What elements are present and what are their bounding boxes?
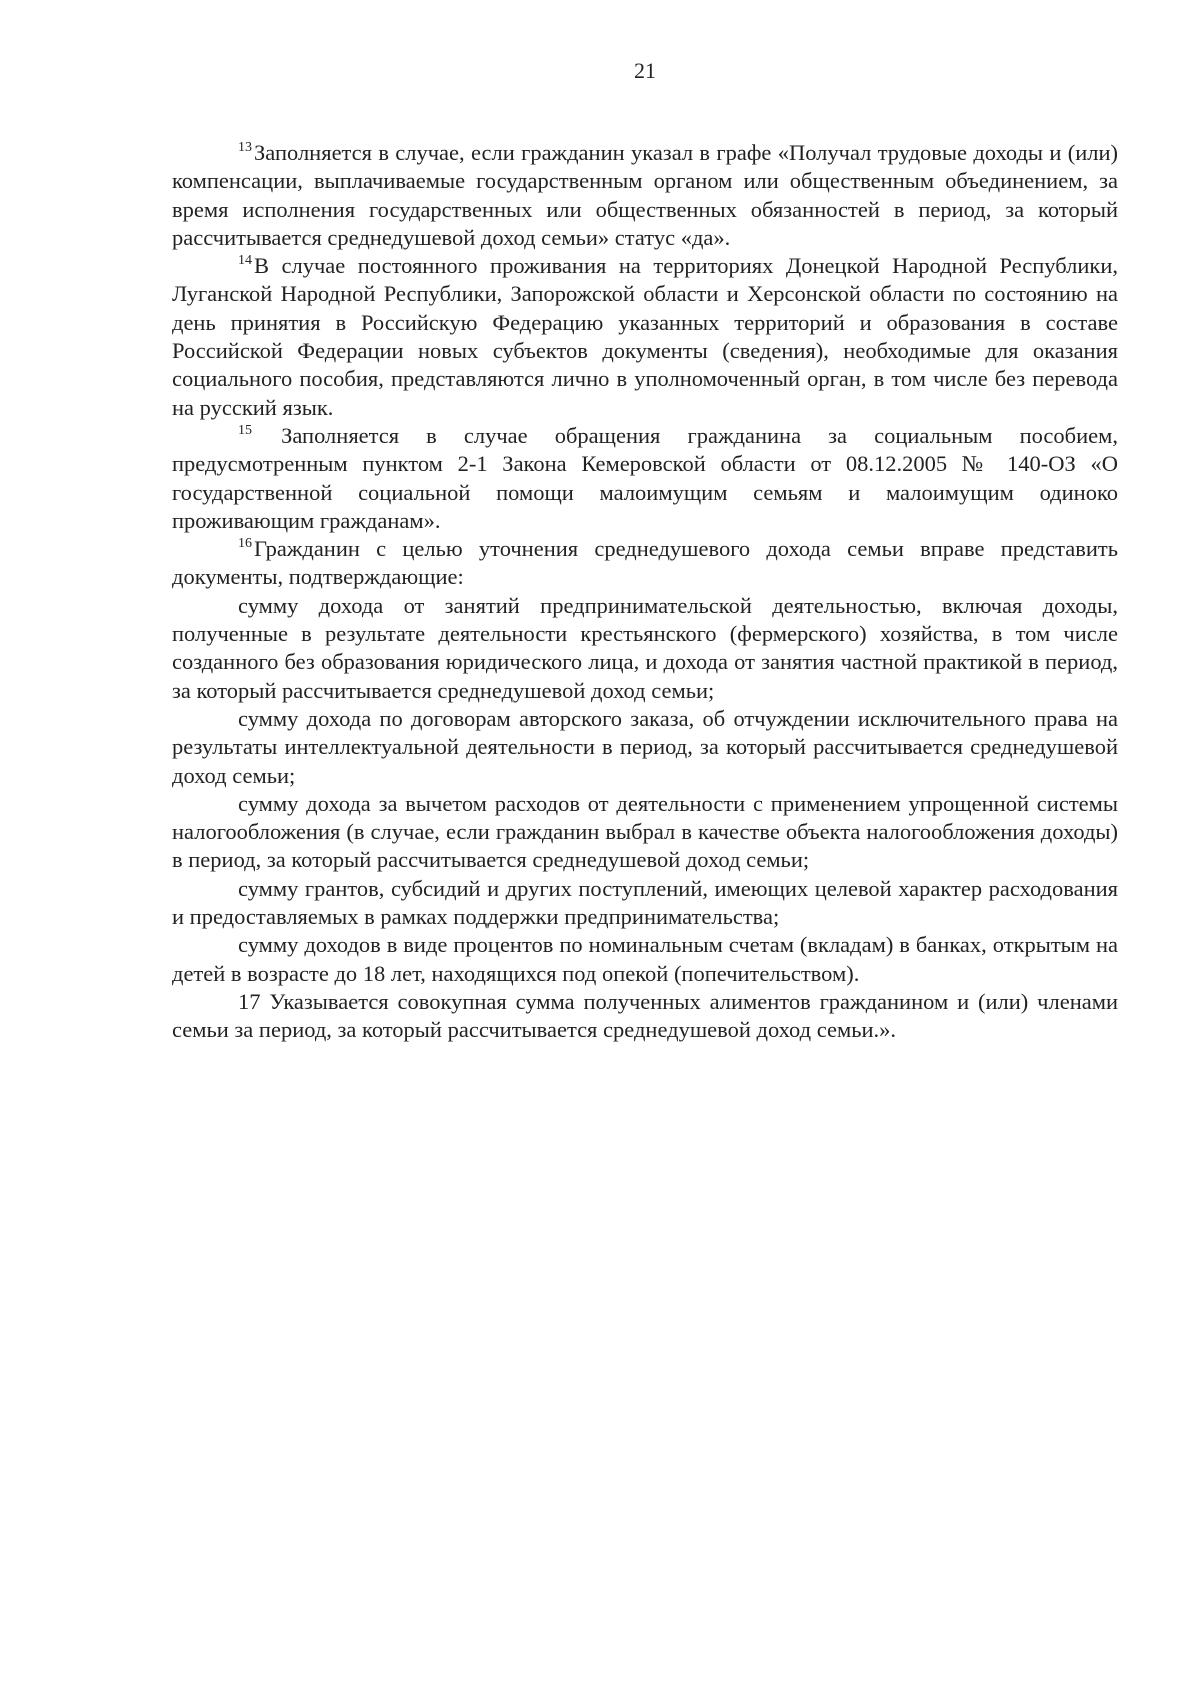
footnote-15	[172, 422, 1118, 535]
footnote-13	[172, 139, 1118, 252]
list-item-deposit-interest: сумму доходов в виде процентов по номинальным счетам (вкладам) в банках, открытым на детей в возрасте до 18 лет, находящихся под опекой (попечительством).	[172, 932, 1118, 986]
list-item-simplified-tax-income: сумму дохода за вычетом расходов от деятельности с применением упрощенной системы налогообложения (в случае, если гражданин выбрал в качестве объекта налогообложения доходы) в период, за который рассчитывается среднедушевой доход семьи;	[172, 790, 1118, 873]
footnote-marker: 15	[238, 422, 252, 438]
footnote-14	[172, 252, 1118, 422]
page-number: 21	[634, 58, 656, 83]
footnote-marker: 13	[238, 140, 252, 155]
footnote-marker: 14	[238, 253, 252, 269]
footnote-text: В случае постоянного проживания на территориях Донецкой Народной Республики, Луганской Народной Республики, Запорожской области и Херсонской области по состоянию на день принятия в Российскую Федерацию указанных территорий и образования в составе Российской Федерации новых субъектов документы (сведения), необходимые для оказания социального пособия, представляются лично в уполномоченный орган, в том числе без перевода на русский язык.	[172, 253, 1118, 420]
footnote-16	[172, 535, 1118, 592]
footnote-text: Заполняется в случае обращения гражданина за социальным пособием, предусмотренным пунктом 2-1 Закона Кемеровской области от 08.12.2005 № 140-ОЗ «О государственной социальной помощи малоимущим семьям и малоимущим одиноко проживающим гражданам».	[172, 422, 1118, 533]
footnote-text: Заполняется в случае, если гражданин указал в графе «Получал трудовые доходы и (или) компенсации, выплачиваемые государственным органом или общественным объединением, за время исполнения государственных или общественных обязанностей в период, за который рассчитывается среднедушевой доход семьи» статус «да».	[172, 140, 1118, 250]
list-item-grants: сумму грантов, субсидий и других поступлений, имеющих целевой характер расходования и предоставляемых в рамках поддержки предпринимательства;	[172, 875, 1118, 930]
footnote-17: 17 Указывается совокупная сумма полученных алиментов гражданином и (или) членами семьи за период, за который рассчитывается среднедушевой доход семьи.».	[172, 988, 1118, 1043]
footnotes-section	[172, 139, 1118, 1045]
footnote-marker: 16	[238, 536, 252, 552]
list-item-copyright-income: сумму дохода по договорам авторского заказа, об отчуждении исключительного права на результаты интеллектуальной деятельности в период, за который рассчитывается среднедушевой доход семьи;	[172, 705, 1118, 788]
footnote-text: Гражданин с целью уточнения среднедушевого дохода семьи вправе представить документы, подтверждающие:	[172, 536, 1118, 590]
list-item-business-income: сумму дохода от занятий предпринимательской деятельностью, включая доходы, полученные в результате деятельности крестьянского (фермерского) хозяйства, в том числе созданного без образования юридического лица, и дохода от занятия частной практикой в период, за который рассчитывается среднедушевой доход семьи;	[172, 592, 1118, 703]
